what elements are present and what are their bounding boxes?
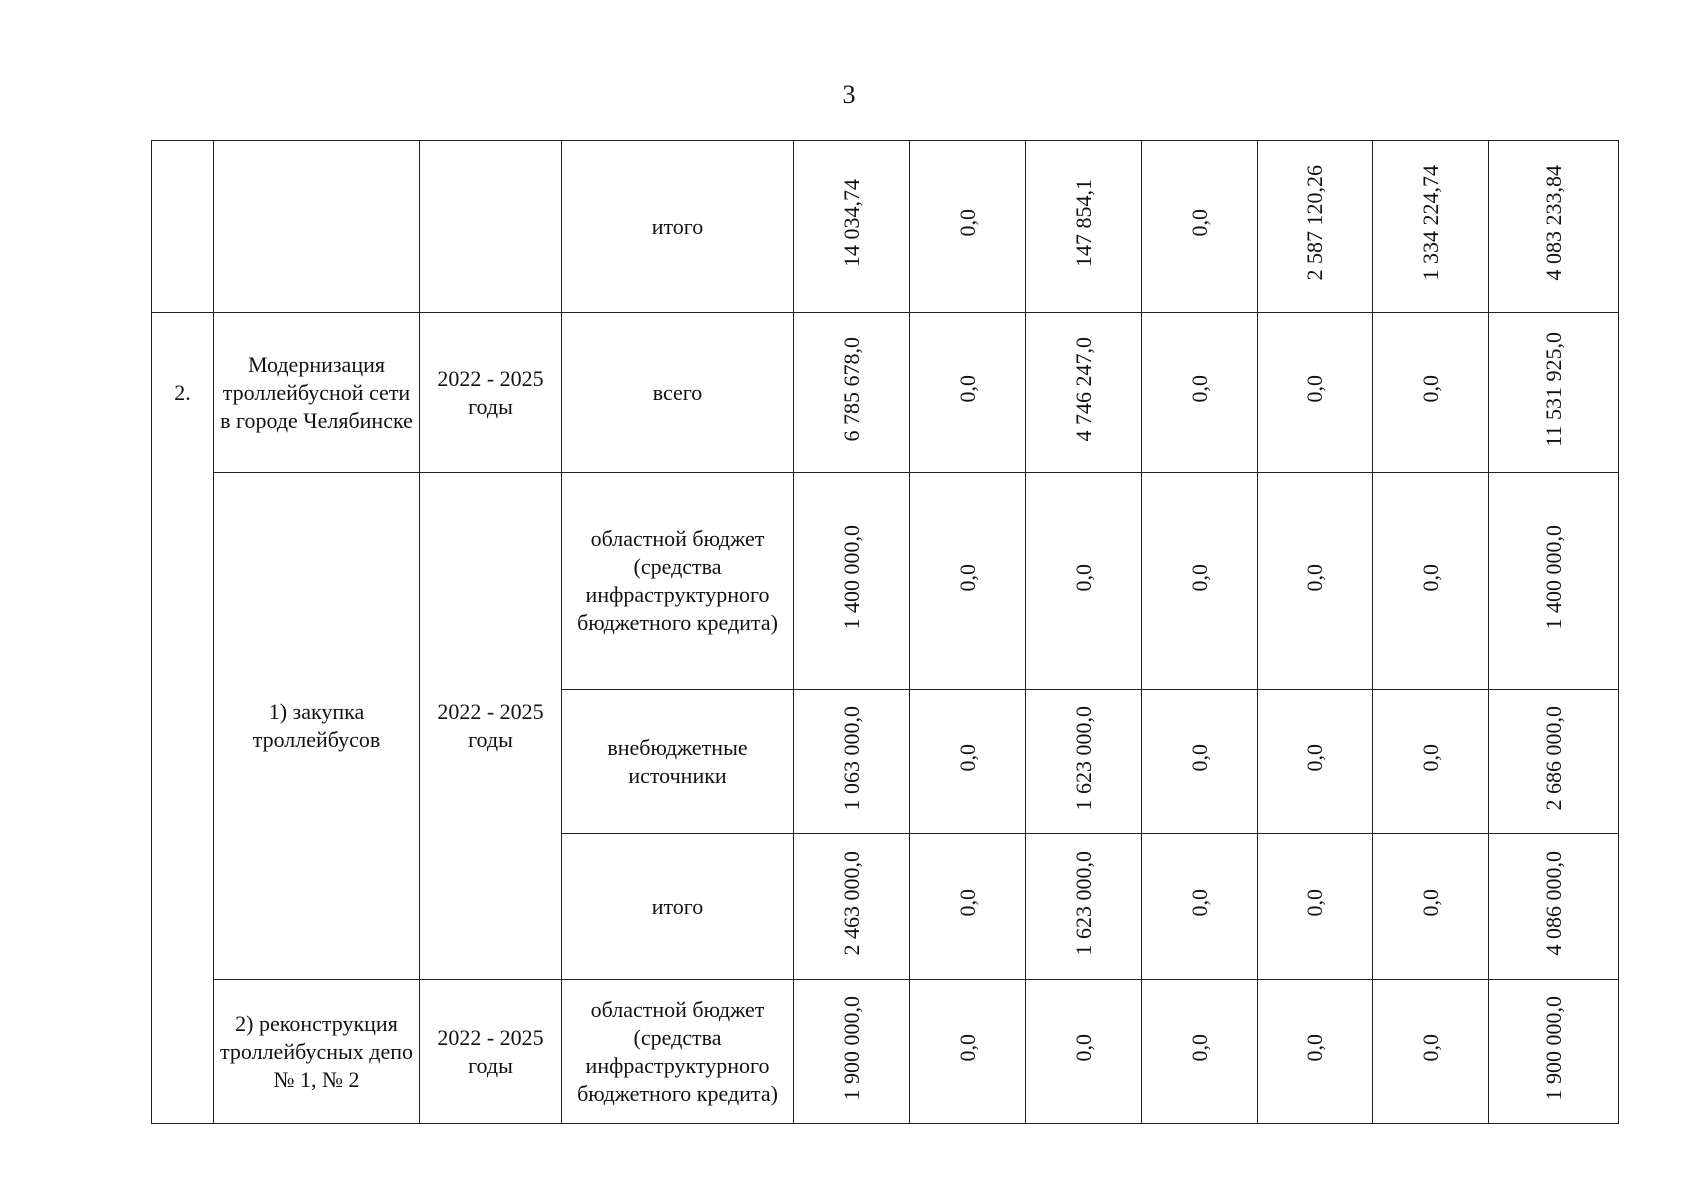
value-cell: 0,0	[1142, 834, 1258, 980]
value-cell: 0,0	[910, 980, 1026, 1124]
value-cell: 0,0	[1373, 313, 1489, 473]
value-cell: 1 063 000,0	[794, 690, 910, 834]
name-cell	[214, 141, 420, 313]
value-cell: 0,0	[1026, 980, 1142, 1124]
value-cell: 0,0	[1258, 473, 1373, 690]
section-number: 2.	[174, 380, 191, 405]
total-value-cell: 11 531 925,0	[1489, 313, 1619, 473]
budget-table	[151, 140, 1619, 1124]
value-cell: 0,0	[910, 313, 1026, 473]
source-cell: всего	[562, 313, 794, 473]
value-cell: 1 400 000,0	[794, 473, 910, 690]
value-cell: 0,0	[1142, 473, 1258, 690]
value-cell: 0,0	[1142, 313, 1258, 473]
value-cell: 6 785 678,0	[794, 313, 910, 473]
source-cell: внебюджетные источники	[562, 690, 794, 834]
value-cell: 0,0	[1142, 141, 1258, 313]
table-row	[152, 980, 1619, 1124]
value-cell: 0,0	[1258, 690, 1373, 834]
value-cell: 0,0	[1373, 690, 1489, 834]
total-value-cell: 1 900 000,0	[1489, 980, 1619, 1124]
value-cell: 4 746 247,0	[1026, 313, 1142, 473]
value-cell: 2 463 000,0	[794, 834, 910, 980]
table-row	[152, 141, 1619, 313]
value-cell: 0,0	[1373, 980, 1489, 1124]
number-cell	[152, 141, 214, 313]
source-cell: итого	[562, 834, 794, 980]
table-row	[152, 473, 1619, 690]
name-cell: 2) реконструкция троллейбусных депо № 1, № 2	[214, 980, 420, 1124]
value-cell: 0,0	[910, 141, 1026, 313]
value-cell: 14 034,74	[794, 141, 910, 313]
name-cell: Модернизация троллейбусной сети в городе Челябинске	[214, 313, 420, 473]
value-cell: 0,0	[910, 834, 1026, 980]
total-value-cell: 4 083 233,84	[1489, 141, 1619, 313]
value-cell: 0,0	[910, 473, 1026, 690]
value-cell: 1 623 000,0	[1026, 690, 1142, 834]
source-cell: итого	[562, 141, 794, 313]
value-cell: 0,0	[1373, 834, 1489, 980]
source-cell: областной бюджет (средства инфраструктурного бюджетного кредита)	[562, 980, 794, 1124]
value-cell: 2 587 120,26	[1258, 141, 1373, 313]
total-value-cell: 2 686 000,0	[1489, 690, 1619, 834]
value-cell: 0,0	[1373, 473, 1489, 690]
name-cell: 1) закупка троллейбусов	[214, 473, 420, 980]
value-cell: 0,0	[1258, 980, 1373, 1124]
value-cell: 1 623 000,0	[1026, 834, 1142, 980]
period-cell: 2022 - 2025 годы	[420, 980, 562, 1124]
period-cell: 2022 - 2025 годы	[420, 313, 562, 473]
period-cell: 2022 - 2025 годы	[420, 473, 562, 980]
value-cell: 0,0	[910, 690, 1026, 834]
section-number-cell	[152, 313, 214, 1124]
page-number: 3	[842, 80, 856, 109]
source-cell: областной бюджет (средства инфраструктурного бюджетного кредита)	[562, 473, 794, 690]
period-cell	[420, 141, 562, 313]
table-row	[152, 313, 1619, 473]
total-value-cell: 4 086 000,0	[1489, 834, 1619, 980]
value-cell: 0,0	[1142, 980, 1258, 1124]
value-cell: 0,0	[1026, 473, 1142, 690]
total-value-cell: 1 400 000,0	[1489, 473, 1619, 690]
value-cell: 1 900 000,0	[794, 980, 910, 1124]
value-cell: 147 854,1	[1026, 141, 1142, 313]
value-cell: 1 334 224,74	[1373, 141, 1489, 313]
value-cell: 0,0	[1258, 313, 1373, 473]
value-cell: 0,0	[1142, 690, 1258, 834]
value-cell: 0,0	[1258, 834, 1373, 980]
